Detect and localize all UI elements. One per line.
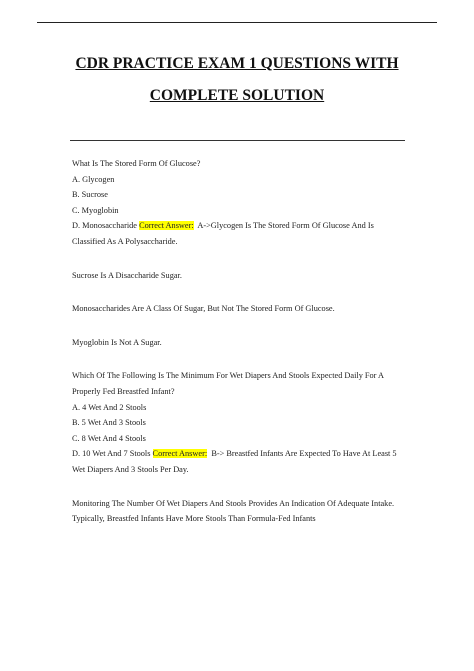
q2-question: Which Of The Following Is The Minimum For Wet Diapers And Stools Expected Daily For A Properly Fed Breastfed Infant?: [72, 371, 384, 396]
q1-answer-explanation: A->Glycogen Is The Stored Form Of Glucose And Is Classified As A Polysaccharide.: [72, 221, 374, 246]
q2-option-a: A. 4 Wet And 2 Stools: [72, 402, 147, 412]
document-title-line1: CDR PRACTICE EXAM 1 QUESTIONS WITH: [75, 55, 399, 72]
q1-option-d-with-answer: [72, 218, 402, 249]
q1-option-c: C. Myoglobin: [72, 205, 119, 215]
q2-answer-explanation: B-> Breastfed Infants Are Expected To Have At Least 5 Wet Diapers And 3 Stools Per Day.: [72, 449, 397, 474]
document-title-line2: COMPLETE SOLUTION: [149, 87, 325, 104]
q2-note-monitoring: Monitoring The Number Of Wet Diapers And Stools Provides An Indication Of Adequate Intake. Typically, Breastfed Infants Have More Stools Than Formula-Fed Infants: [72, 498, 395, 524]
q2-option-c: C. 8 Wet And 4 Stools: [72, 433, 146, 443]
q1-note-sucrose: Sucrose Is A Disaccharide Sugar.: [72, 270, 182, 280]
q1-question: What Is The Stored Form Of Glucose?: [72, 159, 201, 168]
q2-correct-answer-label: Correct Answer:: [152, 449, 208, 459]
q1-correct-answer-label: Correct Answer:: [139, 221, 194, 231]
q1-option-d: D. Monosaccharide: [72, 221, 137, 231]
q1-option-a: A. Glycogen: [72, 174, 115, 184]
q2-option-d-with-answer: [72, 446, 402, 477]
document-body: [72, 156, 402, 527]
q2-option-b: B. 5 Wet And 3 Stools: [72, 418, 146, 428]
q1-note-myoglobin: Myoglobin Is Not A Sugar.: [72, 337, 162, 347]
top-rule: [37, 22, 437, 23]
q1-note-monosaccharides: Monosaccharides Are A Class Of Sugar, But Not The Stored Form Of Glucose.: [72, 304, 335, 314]
title-underline-rule: [70, 140, 405, 141]
q1-option-b: B. Sucrose: [72, 190, 108, 200]
q2-option-d: D. 10 Wet And 7 Stools: [72, 449, 151, 459]
